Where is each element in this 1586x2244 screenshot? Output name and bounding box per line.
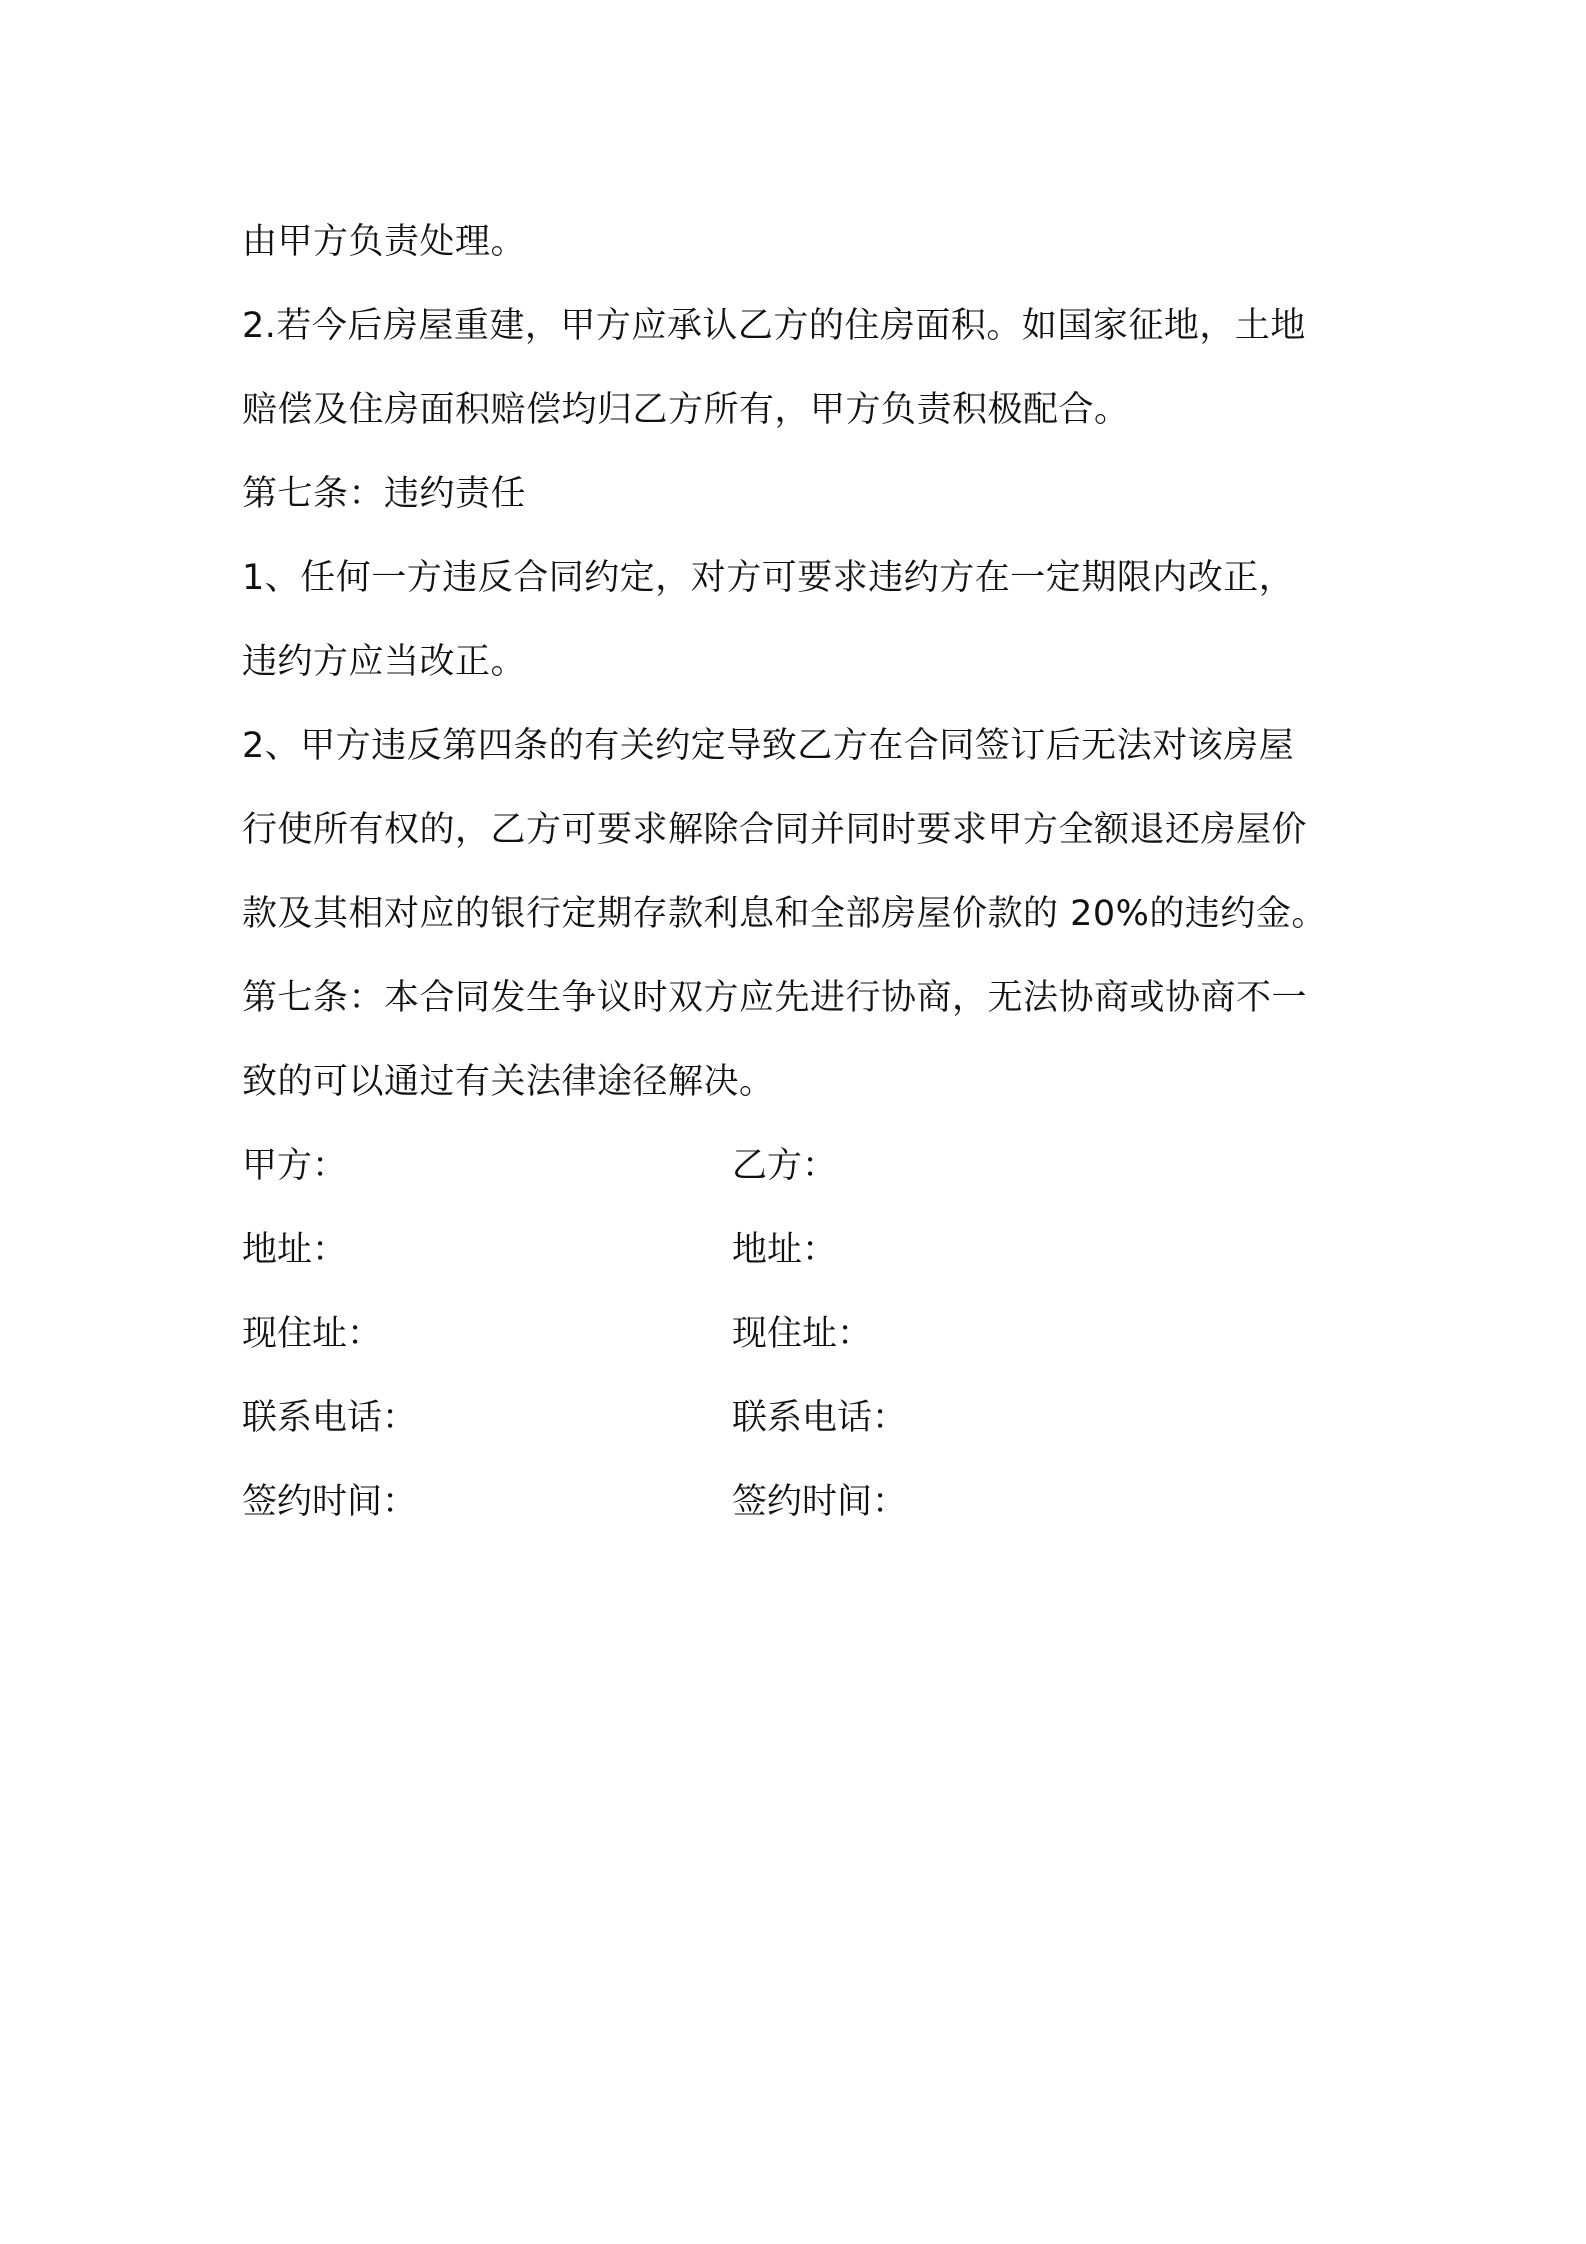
signature-block	[242, 1124, 1362, 1544]
body-line: 款及其相对应的银行定期存款利息和全部房屋价款的 20%的违约金。	[242, 894, 1327, 934]
body-line: 2.若今后房屋重建，甲方应承认乙方的住房面积。如国家征地，土地	[242, 306, 1306, 346]
party-b-current-address-label: 现住址：	[732, 1314, 873, 1354]
party-a-label: 甲方：	[242, 1146, 348, 1186]
party-b-address-label: 地址：	[732, 1230, 838, 1270]
section-heading: 第七条：违约责任	[242, 474, 527, 514]
party-b-phone-label: 联系电话：	[732, 1398, 908, 1438]
signature-row-address	[242, 1208, 1362, 1292]
body-line: 2、甲方违反第四条的有关约定导致乙方在合同签订后无法对该房屋	[242, 726, 1295, 766]
party-b-signing-time-label: 签约时间：	[732, 1482, 908, 1522]
party-a-address-label: 地址：	[242, 1230, 348, 1270]
signature-row-signing-time	[242, 1460, 1362, 1544]
party-b-label: 乙方：	[732, 1146, 838, 1186]
body-line: 行使所有权的，乙方可要求解除合同并同时要求甲方全额退还房屋价	[242, 810, 1308, 850]
party-a-phone-label: 联系电话：	[242, 1398, 418, 1438]
signature-row-party	[242, 1124, 1362, 1208]
body-line: 赔偿及住房面积赔偿均归乙方所有，甲方负责积极配合。	[242, 390, 1130, 430]
section-heading: 第七条：本合同发生争议时双方应先进行协商，无法协商或协商不一	[242, 978, 1308, 1018]
body-line: 1、任何一方违反合同约定，对方可要求违约方在一定期限内改正，	[242, 558, 1295, 598]
body-line: 由甲方负责处理。	[242, 222, 527, 262]
party-a-signing-time-label: 签约时间：	[242, 1482, 418, 1522]
body-line: 违约方应当改正。	[242, 642, 527, 682]
party-a-current-address-label: 现住址：	[242, 1314, 383, 1354]
signature-row-current-address	[242, 1292, 1362, 1376]
document-content	[242, 200, 1362, 1544]
signature-row-phone	[242, 1376, 1362, 1460]
body-line: 致的可以通过有关法律途径解决。	[242, 1062, 775, 1102]
